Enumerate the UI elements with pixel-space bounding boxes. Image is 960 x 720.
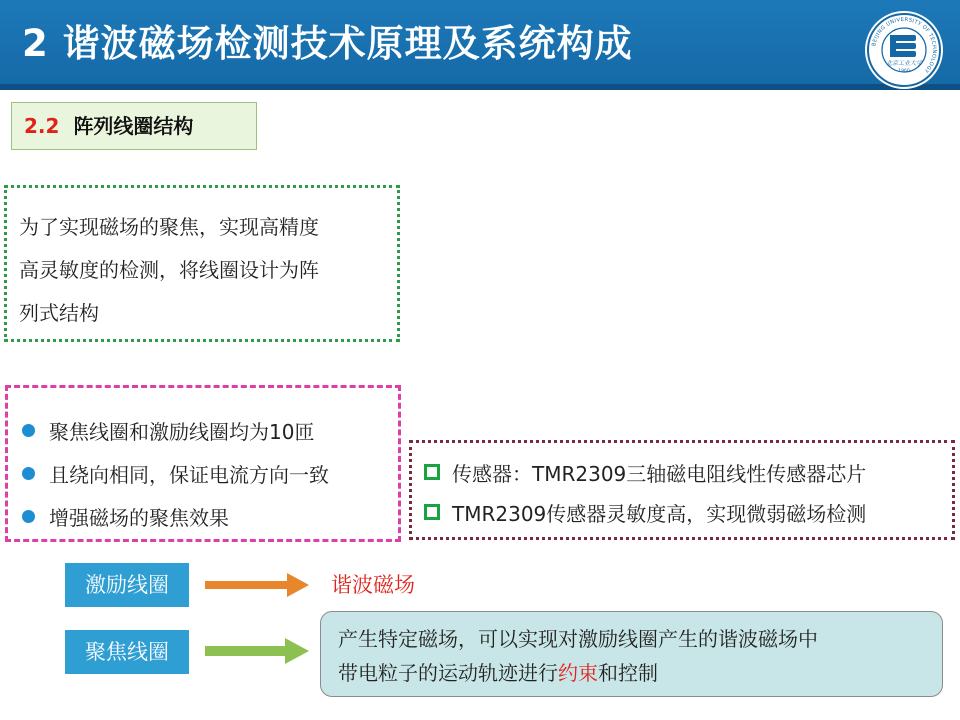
orange-arrow-icon — [205, 572, 310, 598]
focus-coil-explanation — [320, 611, 943, 697]
logo-script: 北京工业大学 — [885, 60, 923, 67]
logo-year: 1960 — [898, 69, 910, 74]
intro-text-box — [4, 185, 400, 342]
intro-line: 高灵敏度的检测，将线圈设计为阵 — [19, 258, 319, 282]
intro-line: 列式结构 — [19, 301, 99, 325]
header-rule — [0, 84, 960, 90]
bullet-dot-icon — [22, 467, 35, 480]
section-label: 阵列线圈结构 — [73, 114, 194, 138]
section-heading — [11, 102, 257, 150]
coil-features-box — [5, 385, 401, 542]
university-seal-icon — [864, 10, 944, 90]
sensor-info-box — [409, 440, 955, 540]
section-number: 2.2 — [24, 114, 60, 138]
excitation-coil-tag: 激励线圈 — [65, 563, 189, 607]
slide-title: 2 谐波磁场检测技术原理及系统构成 — [22, 22, 633, 65]
list-item — [22, 495, 398, 538]
logo-ring-text: BEIJING UNIVERSITY OF TECHNOLOGY — [871, 16, 938, 74]
focus-coil-tag: 聚焦线圈 — [65, 630, 189, 674]
bullet-text: 传感器：TMR2309三轴磁电阻线性传感器芯片 — [452, 461, 867, 486]
harmonic-field-label: 谐波磁场 — [331, 573, 415, 597]
logo-b-mark — [890, 35, 916, 57]
list-item — [22, 409, 398, 452]
intro-line: 为了实现磁场的聚焦，实现高精度 — [19, 215, 319, 239]
explanation-text: 和控制 — [598, 661, 658, 685]
highlight-constrain: 约束 — [558, 661, 598, 685]
list-item — [424, 492, 952, 532]
explanation-line — [338, 656, 942, 690]
square-bullet-icon — [424, 464, 440, 480]
square-bullet-icon — [424, 504, 440, 520]
list-item — [22, 452, 398, 495]
bullet-dot-icon — [22, 510, 35, 523]
explanation-line: 产生特定磁场，可以实现对激励线圈产生的谐波磁场中 — [338, 627, 818, 651]
green-arrow-icon — [205, 637, 310, 665]
bullet-text: 增强磁场的聚焦效果 — [49, 506, 229, 530]
bullet-text: 聚焦线圈和激励线圈均为10匝 — [49, 420, 315, 444]
list-item — [424, 452, 952, 492]
bullet-dot-icon — [22, 424, 35, 437]
explanation-text: 带电粒子的运动轨迹进行 — [338, 661, 558, 685]
bullet-text: TMR2309传感器灵敏度高，实现微弱磁场检测 — [452, 501, 867, 526]
bullet-text: 且绕向相同，保证电流方向一致 — [49, 463, 329, 487]
